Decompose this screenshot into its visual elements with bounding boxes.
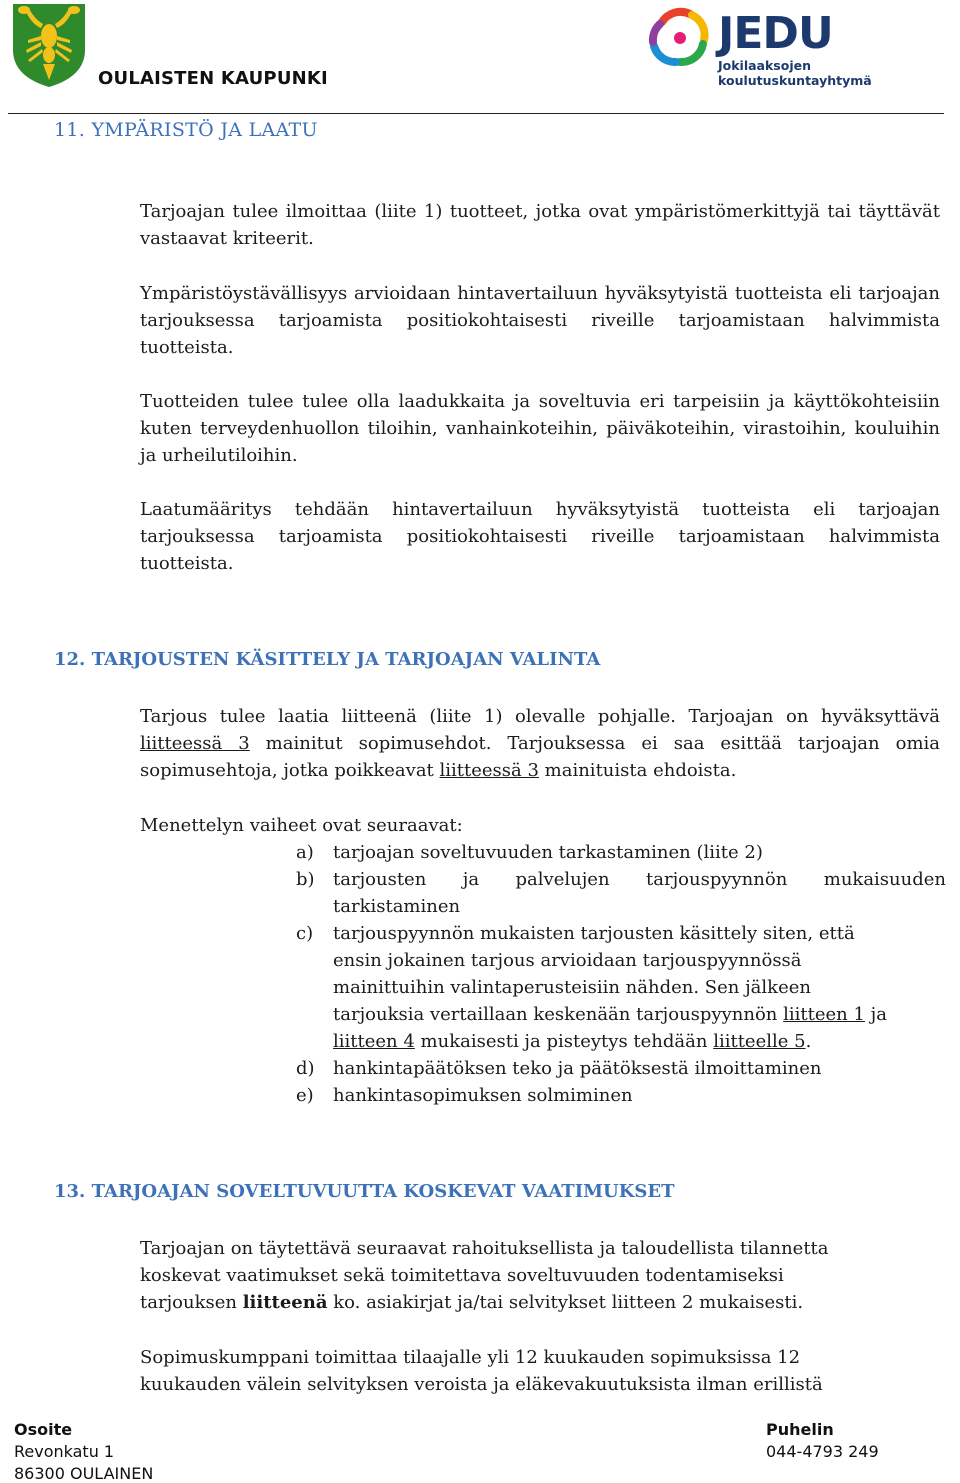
list-item <box>296 839 946 866</box>
text-run: tarjouksia vertaillaan keskenään tarjouspyynnön <box>333 1004 784 1025</box>
city-name: OULAISTEN KAUPUNKI <box>98 68 328 89</box>
list-marker: b) <box>296 869 315 890</box>
list-marker: e) <box>296 1085 314 1106</box>
attachment-4-link[interactable]: liitteen 4 <box>333 1031 415 1052</box>
list-item-continuation <box>296 974 946 1001</box>
paragraph-line: kuukauden välein selvityksen veroista ja eläkevakuutuksista ilman erillistä <box>140 1374 823 1395</box>
jedu-wordmark: JEDU <box>718 8 833 59</box>
jedu-subtitle-line2: koulutuskuntayhtymä <box>718 73 872 88</box>
list-item-text: hankintasopimuksen solmiminen <box>333 1085 633 1106</box>
section-13-heading: 13. TARJOAJAN SOVELTUVUUTTA KOSKEVAT VAATIMUKSET <box>54 1181 675 1202</box>
paragraph-line: Sopimuskumppani toimittaa tilaajalle yli 12 kuukauden sopimuksissa 12 <box>140 1347 801 1368</box>
procedure-steps-list <box>296 839 946 1109</box>
paragraph-text: Menettelyn vaiheet ovat seuraavat: <box>140 815 463 836</box>
section-12-paragraph-1 <box>140 703 940 784</box>
list-item <box>296 1055 946 1082</box>
paragraph-line: Tarjoajan on täytettävä seuraavat rahoituksellista ja taloudellista tilannetta <box>140 1238 829 1259</box>
text-run: mainitut sopimusehdot. Tarjouksessa ei saa esittää tarjoajan omia sopimusehtoja, jotka poikkeavat <box>140 733 940 781</box>
text-run: . <box>805 1031 812 1052</box>
list-item-text: tarkistaminen <box>333 896 461 917</box>
section-12-heading: 12. TARJOUSTEN KÄSITTELY JA TARJOAJAN VALINTA <box>54 649 601 670</box>
list-marker: d) <box>296 1058 315 1079</box>
list-marker: a) <box>296 842 314 863</box>
section-11-paragraph-1 <box>140 198 940 252</box>
text-run: ja <box>864 1004 887 1025</box>
list-item-text: tarjousten ja palvelujen tarjouspyynnön mukaisuuden <box>333 869 946 890</box>
attachment-5-link[interactable]: liitteelle 5 <box>713 1031 806 1052</box>
footer-address-line1: Revonkatu 1 <box>14 1442 115 1461</box>
list-item-text: tarjoajan soveltuvuuden tarkastaminen (liite 2) <box>333 842 763 863</box>
text-run: mukaisesti ja pisteytys tehdään <box>414 1031 714 1052</box>
header-divider <box>8 113 944 114</box>
section-11-paragraph-2 <box>140 280 940 361</box>
list-item <box>296 866 946 893</box>
text-run: tarjouksen <box>140 1292 243 1313</box>
footer-phone-label: Puhelin <box>766 1420 834 1439</box>
section-11-paragraph-4 <box>140 496 940 577</box>
paragraph-text: Laatumääritys tehdään hintavertailuun hyväksytyistä tuotteista eli tarjoajan tarjouksessa tarjoamista positiokohtaisesti riveille tarjoamistaan halvimmista tuotteista. <box>140 499 940 574</box>
paragraph-text: Ympäristöystävällisyys arvioidaan hintavertailuun hyväksytyistä tuotteista eli tarjoajan tarjouksessa tarjoamista positiokohtaisesti riveille tarjoamistaan halvimmista tuotteista. <box>140 283 940 358</box>
section-13-paragraph-1 <box>140 1235 940 1316</box>
section-11-paragraph-3 <box>140 388 940 469</box>
attachment-1-link[interactable]: liitteen 1 <box>783 1004 865 1025</box>
list-item <box>296 920 946 947</box>
list-item-text: hankintapäätöksen teko ja päätöksestä ilmoittaminen <box>333 1058 822 1079</box>
footer-address-label: Osoite <box>14 1420 73 1439</box>
paragraph-text: Tarjoajan tulee ilmoittaa (liite 1) tuotteet, jotka ovat ympäristömerkittyjä tai täyttävät vastaavat kriteerit. <box>140 201 940 249</box>
jedu-subtitle-line1: Jokilaaksojen <box>718 58 811 73</box>
steps-intro <box>140 812 940 839</box>
text-run: ko. asiakirjat ja/tai selvitykset liitteen 2 mukaisesti. <box>327 1292 804 1313</box>
city-crest-logo <box>10 2 88 88</box>
list-item-text: tarjouspyynnön mukaisten tarjousten käsittely siten, että <box>333 923 855 944</box>
list-item <box>296 1082 946 1109</box>
list-item-continuation <box>296 1001 946 1028</box>
section-11-heading: 11. YMPÄRISTÖ JA LAATU <box>54 119 318 141</box>
text-run: mainituista ehdoista. <box>538 760 737 781</box>
attachment-3-link[interactable]: liitteessä 3 <box>140 733 250 754</box>
list-item-text: mainittuihin valintaperusteisiin nähden. Sen jälkeen <box>333 977 811 998</box>
paragraph-line: koskevat vaatimukset sekä toimitettava soveltuvuuden todentamiseksi <box>140 1265 784 1286</box>
attachment-3-link[interactable]: liitteessä 3 <box>439 760 539 781</box>
text-run: Tarjous tulee laatia liitteenä (liite 1) olevalle pohjalle. Tarjoajan on hyväksyttävä <box>140 706 940 727</box>
bold-text: liitteenä <box>242 1292 328 1313</box>
list-item-text: ensin jokainen tarjous arvioidaan tarjouspyynnössä <box>333 950 802 971</box>
footer-phone-number: 044-4793 249 <box>766 1442 879 1461</box>
section-13-paragraph-2 <box>140 1344 940 1398</box>
list-item-continuation <box>296 1028 946 1055</box>
list-item-continuation <box>296 947 946 974</box>
footer-address-line2: 86300 OULAINEN <box>14 1464 154 1483</box>
list-item-continuation <box>296 893 946 920</box>
paragraph-text: Tuotteiden tulee tulee olla laadukkaita ja soveltuvia eri tarpeisiin ja käyttökohteisiin kuten terveydenhuollon tiloihin, vanhainkoteihin, päiväkoteihin, virastoihin, kouluihin ja urheilutiloihin. <box>140 391 940 466</box>
list-marker: c) <box>296 923 314 944</box>
